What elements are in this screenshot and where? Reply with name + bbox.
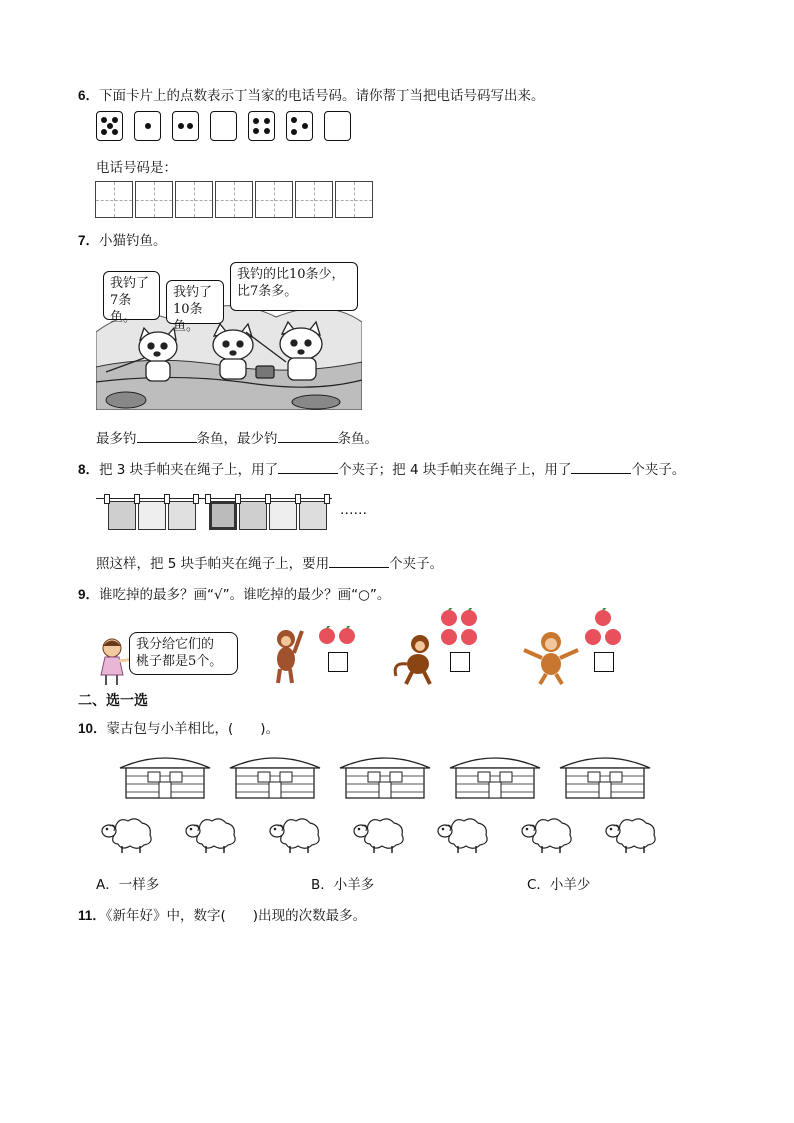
answer-cell[interactable] bbox=[135, 181, 173, 218]
dot bbox=[291, 117, 297, 123]
peach-icons bbox=[440, 608, 480, 648]
dot bbox=[178, 123, 184, 129]
question-6 bbox=[78, 84, 545, 104]
dot-card bbox=[324, 111, 351, 141]
question-text: 蒙古包与小羊相比，( )。 bbox=[106, 721, 280, 737]
bubble-line: 我钓了 bbox=[173, 285, 213, 300]
question-number: 10． bbox=[78, 721, 107, 736]
answer-blank-max[interactable] bbox=[137, 428, 197, 443]
question-number: 8． bbox=[78, 462, 100, 477]
question-9 bbox=[78, 583, 390, 603]
speech-bubble-2 bbox=[166, 280, 224, 334]
dot bbox=[112, 117, 118, 123]
sheep-icon bbox=[352, 815, 406, 855]
handkerchief bbox=[138, 501, 166, 530]
question-text: 把 3 块手帕夹在绳子上，用了 bbox=[99, 462, 279, 478]
answer-blank-5-hankies[interactable] bbox=[329, 553, 389, 568]
handkerchief bbox=[108, 501, 136, 530]
answer-cell[interactable] bbox=[215, 181, 253, 218]
question-text: 个夹子；把 4 块手帕夹在绳子上，用了 bbox=[338, 462, 572, 478]
answer-cell[interactable] bbox=[335, 181, 373, 218]
monkey-icon bbox=[520, 628, 582, 686]
question-number: 7． bbox=[78, 233, 100, 248]
bubble-line: 比7条多。 bbox=[237, 284, 298, 299]
option-b[interactable]: B．小羊多 bbox=[311, 877, 375, 893]
sheep-icon bbox=[520, 815, 574, 855]
peach-group-3 bbox=[584, 608, 624, 652]
q7-answer-line bbox=[96, 427, 378, 447]
handkerchief bbox=[299, 501, 327, 530]
clothespin bbox=[193, 494, 199, 504]
clothespin bbox=[104, 494, 110, 504]
dot bbox=[291, 129, 297, 135]
yurt-icon bbox=[228, 754, 322, 800]
sheep-icon bbox=[604, 815, 658, 855]
sheep-icon bbox=[100, 815, 154, 855]
bubble-line: 10条鱼。 bbox=[173, 302, 203, 334]
dot bbox=[264, 118, 270, 124]
question-number: 11． bbox=[78, 908, 106, 923]
answer-blank-min[interactable] bbox=[278, 428, 338, 443]
dot bbox=[101, 129, 107, 135]
bubble-line: 7条鱼。 bbox=[110, 293, 137, 325]
handkerchief bbox=[168, 501, 196, 530]
clothespin bbox=[134, 494, 140, 504]
speech-bubble-1 bbox=[103, 271, 160, 325]
question-text: 小猫钓鱼。 bbox=[99, 233, 167, 249]
dot bbox=[112, 129, 118, 135]
dot bbox=[145, 123, 151, 129]
handkerchief bbox=[209, 501, 237, 530]
bubble-line: 我分给它们的 bbox=[136, 637, 215, 652]
dot-card bbox=[172, 111, 199, 141]
sheep-icon bbox=[184, 815, 238, 855]
phone-answer-grid bbox=[95, 181, 375, 218]
clothespin bbox=[295, 494, 301, 504]
dot-card bbox=[134, 111, 161, 141]
handkerchief bbox=[239, 501, 267, 530]
dot bbox=[253, 128, 259, 134]
question-text: 个夹子。 bbox=[389, 556, 444, 572]
girl-speech-bubble bbox=[129, 632, 238, 675]
answer-text: 最多钓 bbox=[96, 431, 137, 447]
answer-box-monkey-2[interactable] bbox=[450, 652, 470, 672]
dot-card bbox=[286, 111, 313, 141]
option-c[interactable]: C．小羊少 bbox=[527, 877, 591, 893]
monkey-icon bbox=[268, 625, 308, 685]
yurt-icon bbox=[448, 754, 542, 800]
monkey-1 bbox=[268, 625, 308, 685]
yurt-icon bbox=[118, 754, 212, 800]
answer-cell[interactable] bbox=[255, 181, 293, 218]
question-number: 6． bbox=[78, 88, 100, 103]
question-10 bbox=[78, 717, 279, 737]
answer-cell[interactable] bbox=[95, 181, 133, 218]
answer-text: 条鱼，最少钓 bbox=[196, 431, 278, 447]
peach-group-1 bbox=[318, 626, 358, 650]
monkey-icon bbox=[390, 632, 438, 686]
dot bbox=[302, 123, 308, 129]
peach-group-2 bbox=[440, 608, 480, 652]
ellipsis: …… bbox=[340, 502, 367, 518]
dot bbox=[264, 128, 270, 134]
monkey-2 bbox=[390, 632, 438, 686]
answer-box-monkey-1[interactable] bbox=[328, 652, 348, 672]
dot bbox=[187, 123, 193, 129]
yurt-icon bbox=[338, 754, 432, 800]
answer-box-monkey-3[interactable] bbox=[594, 652, 614, 672]
dot-card bbox=[210, 111, 237, 141]
answer-text: 条鱼。 bbox=[337, 431, 378, 447]
clothespin bbox=[164, 494, 170, 504]
answer-blank-4-hankies[interactable] bbox=[571, 459, 631, 474]
peach-icons bbox=[318, 626, 358, 646]
dot bbox=[107, 123, 113, 129]
bubble-line: 桃子都是5个。 bbox=[136, 654, 223, 669]
question-text: 《新年好》中，数字( )出现的次数最多。 bbox=[105, 908, 367, 924]
clothespin bbox=[205, 494, 211, 504]
sheep-icon bbox=[268, 815, 322, 855]
speech-bubble-3 bbox=[230, 262, 358, 311]
question-number: 9． bbox=[78, 587, 100, 602]
dot bbox=[101, 117, 107, 123]
question-11 bbox=[78, 904, 366, 924]
q8-follow-up bbox=[96, 552, 443, 572]
phone-label: 电话号码是： bbox=[96, 160, 177, 176]
clothespin bbox=[324, 494, 330, 504]
answer-cell[interactable] bbox=[295, 181, 333, 218]
handkerchief bbox=[269, 501, 297, 530]
clothespin bbox=[265, 494, 271, 504]
dot bbox=[253, 118, 259, 124]
clothespin bbox=[235, 494, 241, 504]
section-title: 二、选一选 bbox=[78, 693, 148, 709]
question-7 bbox=[78, 229, 167, 249]
bubble-line: 我钓的比10条少， bbox=[237, 267, 345, 282]
answer-cell[interactable] bbox=[175, 181, 213, 218]
question-text: 照这样，把 5 块手帕夹在绳子上，要用 bbox=[96, 556, 330, 572]
sheep-icon bbox=[436, 815, 490, 855]
dot-card bbox=[248, 111, 275, 141]
peach-icons bbox=[584, 608, 624, 648]
dot-card bbox=[96, 111, 123, 141]
question-8 bbox=[78, 458, 685, 478]
question-text: 个夹子。 bbox=[631, 462, 686, 478]
question-text: 下面卡片上的点数表示丁当家的电话号码。请你帮丁当把电话号码写出来。 bbox=[99, 88, 545, 104]
question-text: 谁吃掉的最多？画“√”。谁吃掉的最少？画“○”。 bbox=[99, 587, 391, 603]
bubble-line: 我钓了 bbox=[110, 276, 150, 291]
monkey-3 bbox=[520, 628, 582, 686]
option-a[interactable]: A．一样多 bbox=[96, 877, 160, 893]
yurt-icon bbox=[558, 754, 652, 800]
answer-blank-3-hankies[interactable] bbox=[278, 459, 338, 474]
